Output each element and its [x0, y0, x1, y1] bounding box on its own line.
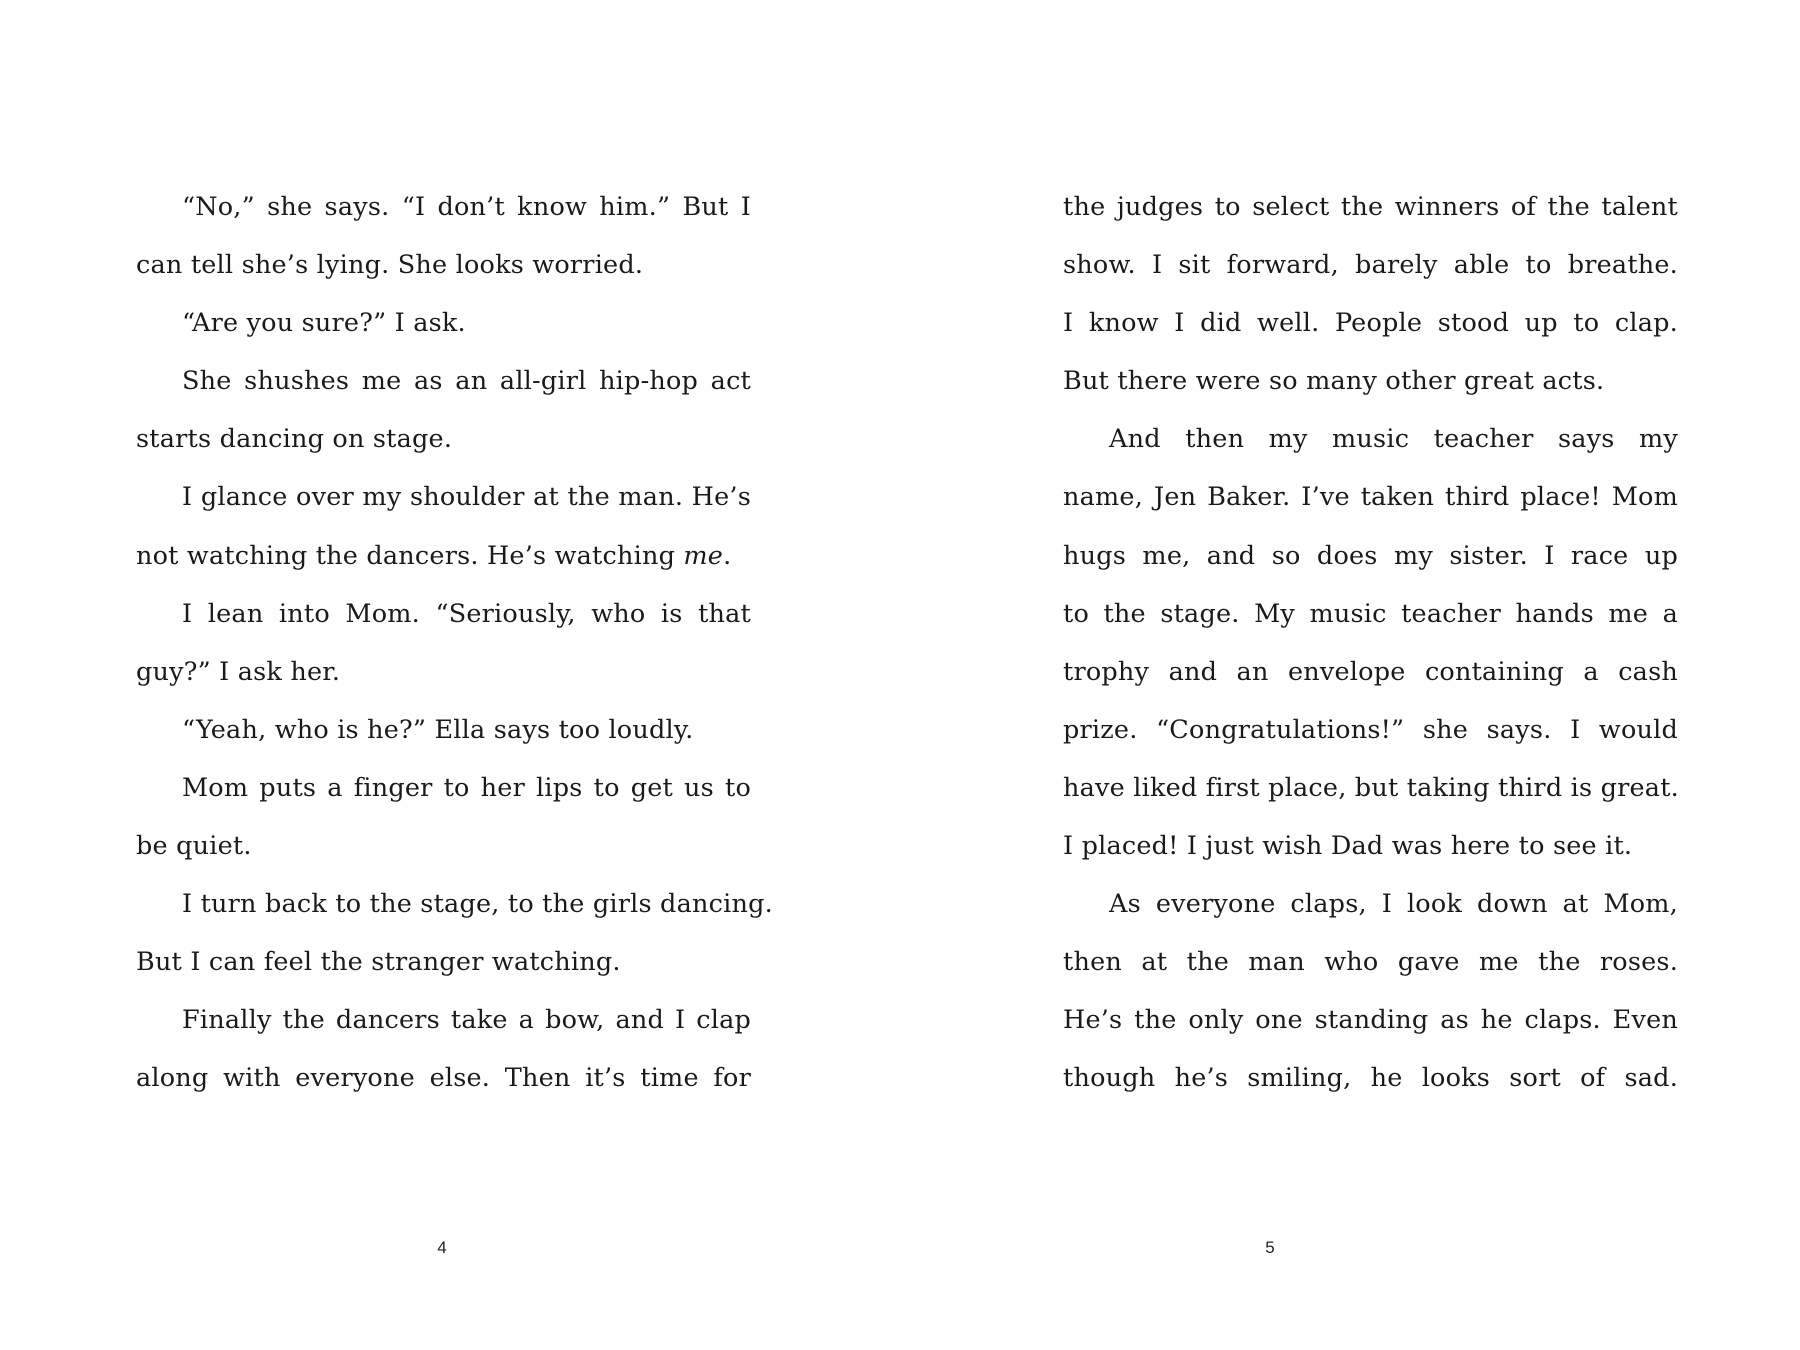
text-line: to the stage. My music teacher hands me a: [1063, 598, 1678, 629]
text-line: have liked first place, but taking third is great.: [1063, 772, 1679, 803]
text-line: be quiet.: [136, 831, 252, 862]
text-line: trophy and an envelope containing a cash: [1063, 656, 1678, 687]
text-line: guy?” I ask her.: [136, 656, 341, 687]
text-line: though he’s smiling, he looks sort of sad.: [1063, 1063, 1678, 1094]
text-line: can tell she’s lying. She looks worried.: [136, 250, 644, 281]
text-line: I turn back to the stage, to the girls dancing.: [182, 889, 773, 920]
emphasized-word: me: [683, 540, 724, 571]
left-page-text: [136, 178, 773, 1108]
right-page-text: [1063, 178, 1678, 1108]
text-line: “Yeah, who is he?” Ella says too loudly.: [182, 714, 694, 745]
text-line: She shushes me as an all-girl hip-hop act: [182, 366, 751, 397]
text-line: Mom puts a finger to her lips to get us to: [182, 772, 751, 803]
text-line: “No,” she says. “I don’t know him.” But I: [182, 192, 751, 222]
text-line: [136, 527, 751, 585]
text-line-main: not watching the dancers. He’s watching: [136, 540, 684, 571]
text-line: starts dancing on stage.: [136, 424, 453, 455]
text-line: I know I did well. People stood up to clap.: [1063, 308, 1678, 339]
text-line-end: .: [723, 540, 732, 571]
text-line: along with everyone else. Then it’s time for: [136, 1063, 751, 1094]
text-line: prize. “Congratulations!” she says. I would: [1063, 714, 1678, 745]
text-line: I placed! I just wish Dad was here to see it.: [1063, 831, 1633, 862]
text-line: I glance over my shoulder at the man. He’s: [182, 482, 751, 513]
text-line: But I can feel the stranger watching.: [136, 947, 621, 978]
text-line: the judges to select the winners of the talent: [1063, 192, 1678, 222]
text-line: name, Jen Baker. I’ve taken third place! Mom: [1063, 482, 1678, 513]
right-page: [900, 0, 1800, 1350]
text-line: I lean into Mom. “Seriously, who is that: [182, 598, 751, 629]
text-line: As everyone claps, I look down at Mom,: [1109, 889, 1678, 920]
page-number: 5: [1265, 1238, 1275, 1257]
text-line: Finally the dancers take a bow, and I clap: [182, 1005, 751, 1036]
text-line: And then my music teacher says my: [1109, 424, 1678, 455]
text-line: “Are you sure?” I ask.: [182, 308, 466, 339]
text-line: then at the man who gave me the roses.: [1063, 947, 1678, 978]
text-line: show. I sit forward, barely able to breathe.: [1063, 250, 1678, 281]
text-line: hugs me, and so does my sister. I race up: [1063, 540, 1678, 571]
page-number: 4: [437, 1238, 447, 1257]
text-line: But there were so many other great acts.: [1063, 366, 1605, 397]
text-line: He’s the only one standing as he claps. Even: [1063, 1005, 1678, 1036]
